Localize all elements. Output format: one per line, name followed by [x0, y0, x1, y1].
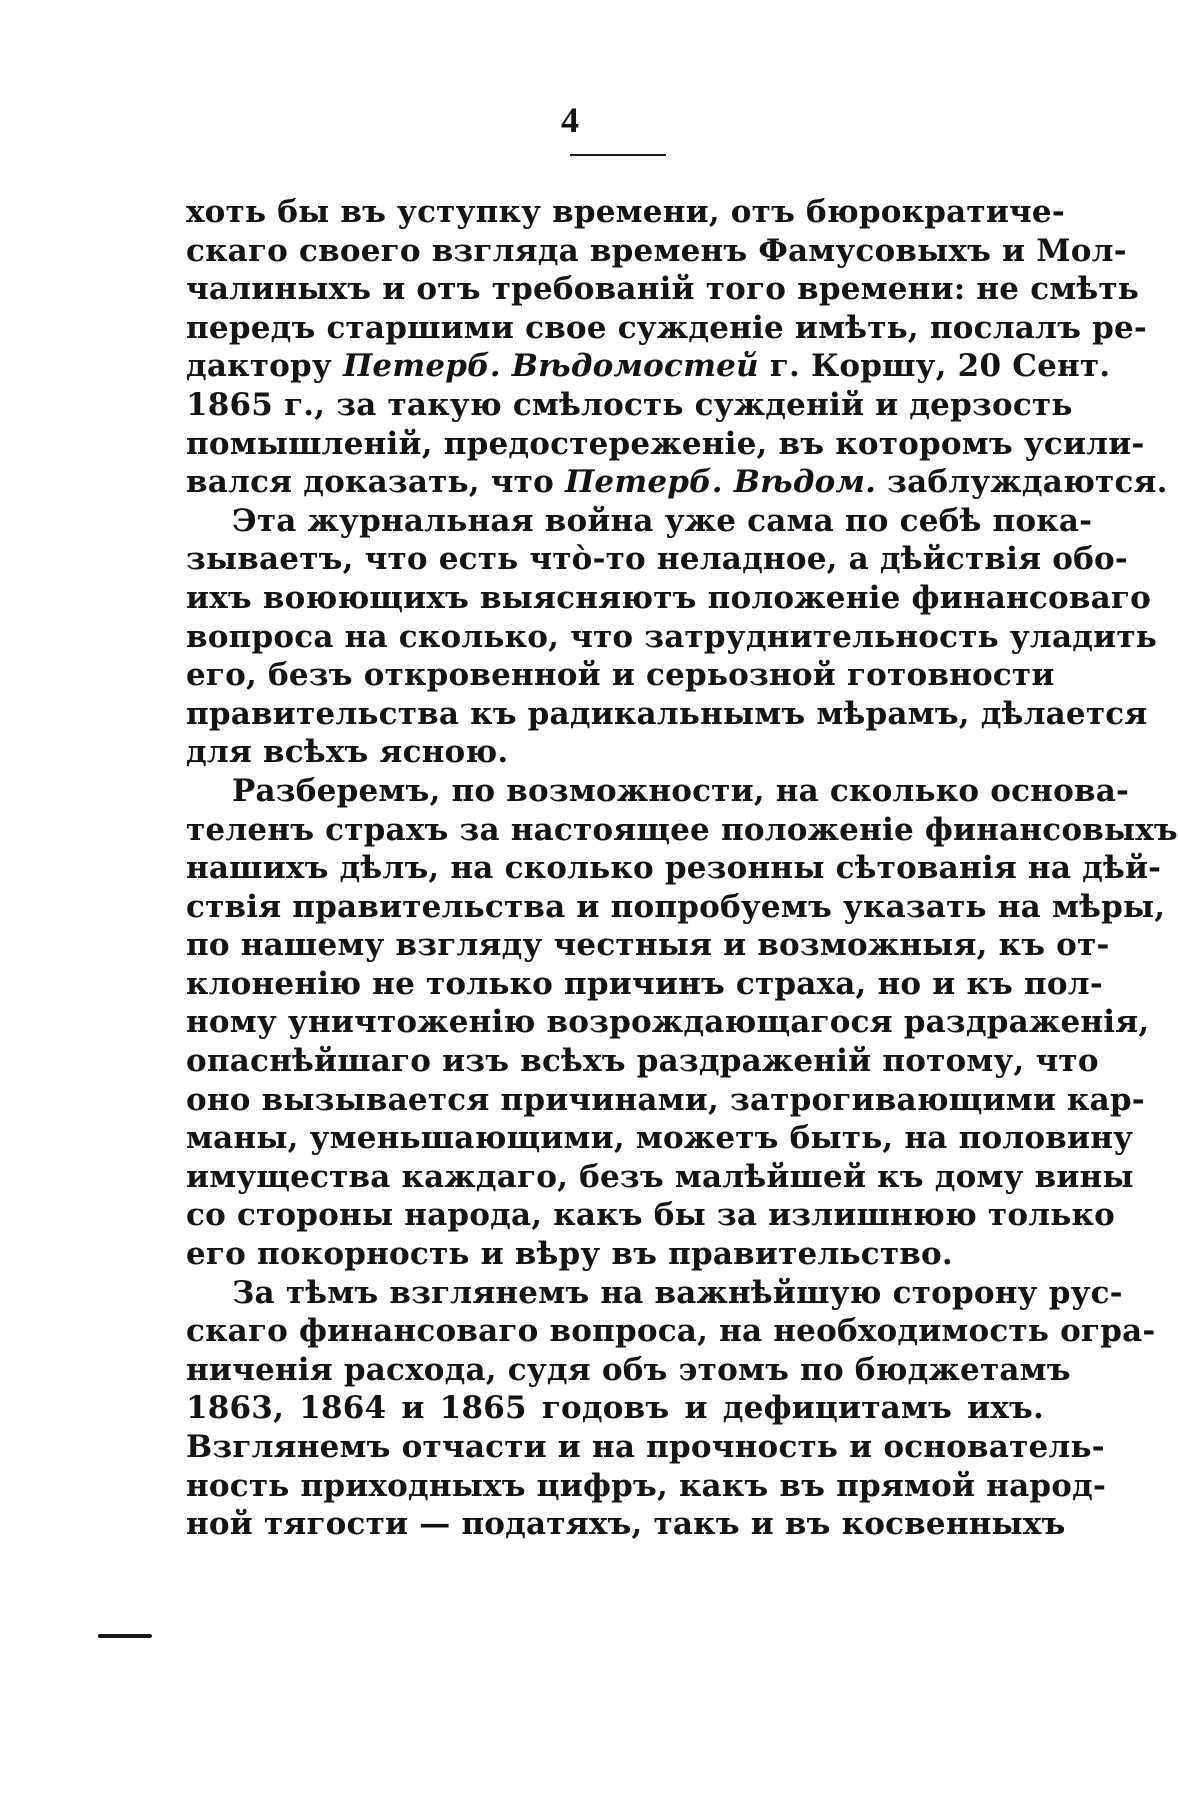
text-segment: дактору	[186, 348, 343, 385]
text-line: ниченія расхода, судя объ этомъ по бюджетамъ	[186, 1351, 1071, 1388]
text-line: ность приходныхъ цифръ, какъ въ прямой народ-	[186, 1467, 1107, 1504]
text-segment: вался доказать, что	[186, 464, 565, 501]
text-line: передъ старшими свое сужденіе имѣть, послалъ ре-	[186, 309, 1147, 346]
text-line: хоть бы въ уступку времени, отъ бюрократиче-	[186, 194, 1065, 230]
body-text	[186, 193, 1178, 1544]
text-line: по нашему взгляду честныя и возможныя, къ от-	[186, 927, 1110, 964]
text-line: Эта журнальная война уже сама по себѣ пока-	[232, 502, 1093, 539]
text-line: клоненію не только причинъ страха, но и къ пол-	[186, 965, 1103, 1002]
text-line: оно вызывается причинами, затрогивающими кар-	[186, 1081, 1145, 1118]
text-line: имущества каждаго, безъ малѣйшей къ дому вины	[186, 1158, 1134, 1195]
text-line	[186, 347, 1111, 386]
text-line: 1865 г., за такую смѣлость сужденій и дерзость	[186, 386, 1073, 423]
page-number: 4	[561, 100, 579, 140]
text-line: скаго финансоваго вопроса, на необходимость огра-	[186, 1313, 1156, 1350]
text-line: скаго своего взгляда временъ Фамусовыхъ и Мол-	[186, 232, 1127, 269]
text-line: Взглянемъ отчасти и на прочность и основатель-	[186, 1429, 1105, 1465]
italic-title: Петерб. Вѣдомостей	[342, 348, 759, 385]
text-segment: г. Коршу, 20 Сент.	[758, 348, 1111, 385]
text-line: для всѣхъ ясною.	[186, 734, 509, 771]
text-line: его покорность и вѣру въ правительство.	[186, 1236, 953, 1273]
text-line	[186, 463, 1168, 502]
text-line: зываетъ, что есть чтò-то неладное, а дѣйствія обо-	[186, 541, 1128, 578]
text-line: теленъ страхъ за настоящее положеніе финансовыхъ	[186, 811, 1178, 848]
text-line: За тѣмъ взглянемъ на важнѣйшую сторону рус-	[232, 1274, 1123, 1311]
text-line: вопроса на сколько, что затруднительность уладить	[186, 618, 1157, 655]
text-segment: заблуждаются.	[876, 464, 1168, 501]
text-line: Разберемъ, по возможности, на сколько основа-	[232, 772, 1130, 809]
margin-dash	[98, 1634, 152, 1638]
text-line: правительства къ радикальнымъ мѣрамъ, дѣлается	[186, 695, 1148, 732]
text-line: его, безъ откровенной и серьозной готовности	[186, 657, 1055, 694]
text-line: опаснѣйшаго изъ всѣхъ раздраженій потому, что	[186, 1043, 1099, 1080]
text-line: чалиныхъ и отъ требованій того времени: не смѣть	[186, 271, 1140, 308]
text-line: со стороны народа, какъ бы за излишнюю только	[186, 1197, 1115, 1234]
italic-title: Петерб. Вѣдом.	[564, 464, 877, 501]
text-line: нашихъ дѣлъ, на сколько резонны сѣтованія на дѣй-	[186, 850, 1162, 887]
text-line: ствія правительства и попробуемъ указать на мѣры,	[186, 888, 1166, 925]
text-line: ихъ воюющихъ выясняютъ положеніе финансоваго	[186, 579, 1151, 616]
text-line: маны, уменьшающими, можетъ быть, на половину	[186, 1120, 1134, 1157]
text-line: ной тягости — податяхъ, такъ и въ косвенныхъ	[186, 1506, 1066, 1543]
text-line: помышленій, предостереженіе, въ которомъ усили-	[186, 425, 1145, 462]
text-line: 1863, 1864 и 1865 годовъ и дефицитамъ ихъ.	[186, 1390, 1044, 1427]
text-line: ному уничтоженію возрождающагося раздраженія,	[186, 1004, 1150, 1041]
page-number-rule	[570, 154, 666, 156]
